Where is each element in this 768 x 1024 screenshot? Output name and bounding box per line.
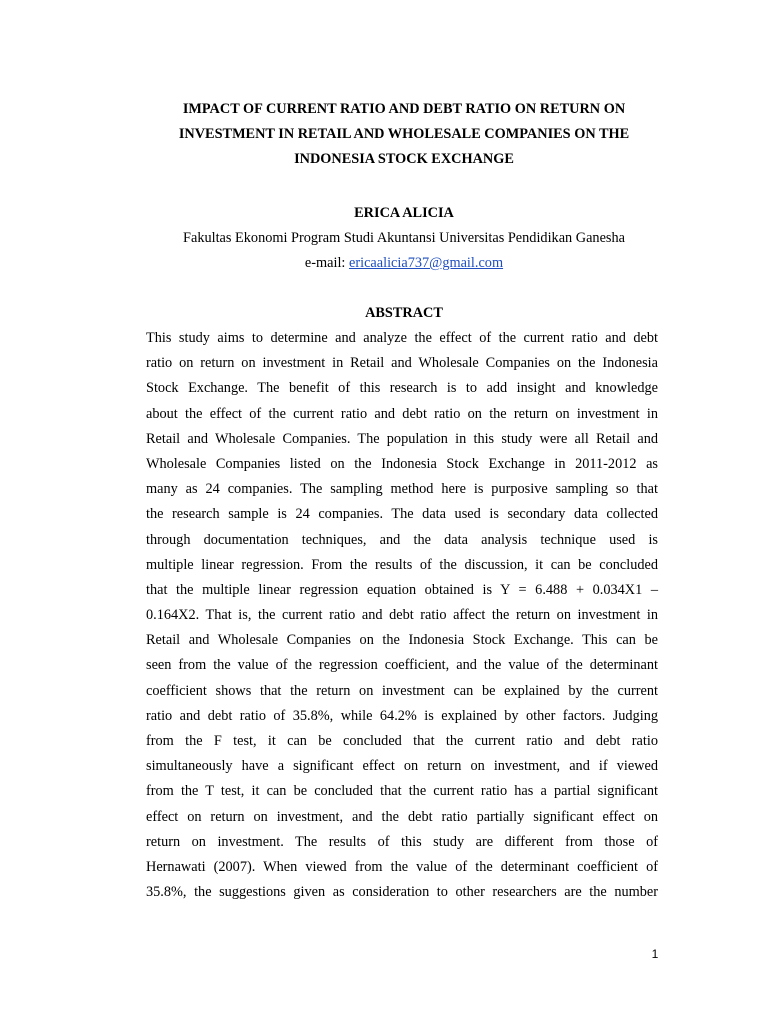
email-link[interactable]: ericaalicia737@gmail.com	[348, 255, 504, 271]
abstract-line: ratio on return on investment in Retail and Wholesale Companies on the Indonesia	[146, 355, 658, 372]
abstract-body	[146, 326, 658, 905]
abstract-line: Retail and Wholesale Companies on the Indonesia Stock Exchange. This can be	[146, 632, 658, 649]
title-line: INVESTMENT IN RETAIL AND WHOLESALE COMPANIES ON THE	[178, 126, 630, 142]
abstract-line: coefficient shows that the return on investment can be explained by the current	[146, 682, 658, 699]
abstract-line: ratio and debt ratio of 35.8%, while 64.2% is explained by other factors. Judging	[146, 707, 658, 724]
page-number: 1	[651, 947, 659, 961]
author-name: ERICA ALICIA	[354, 205, 454, 221]
abstract-line: Wholesale Companies listed on the Indonesia Stock Exchange in 2011-2012 as	[146, 455, 658, 472]
email-label: e-mail:	[304, 255, 346, 271]
abstract-line: multiple linear regression. From the results of the discussion, it can be concluded	[146, 556, 658, 573]
abstract-line: Retail and Wholesale Companies. The population in this study were all Retail and	[146, 430, 658, 447]
abstract-line: 0.164X2. That is, the current ratio and debt ratio affect the return on investment in	[146, 607, 658, 624]
abstract-heading: ABSTRACT	[365, 305, 443, 321]
abstract-line: Hernawati (2007). When viewed from the value of the determinant coefficient of	[146, 858, 658, 875]
abstract-line: return on investment. The results of this study are different from those of	[146, 833, 658, 850]
abstract-line: This study aims to determine and analyze the effect of the current ratio and debt	[146, 330, 658, 346]
abstract-line: that the multiple linear regression equation obtained is Y = 6.488 + 0.034X1 –	[146, 581, 658, 598]
abstract-line: effect on return on investment, and the debt ratio partially significant effect on	[146, 808, 658, 825]
abstract-line: about the effect of the current ratio and debt ratio on the return on investment in	[146, 405, 658, 422]
paper-title	[120, 97, 688, 172]
abstract-line: from the T test, it can be concluded that the current ratio has a partial significant	[146, 783, 658, 800]
email-line	[0, 251, 768, 276]
abstract-line: 35.8%, the suggestions given as consideration to other researchers are the number	[146, 884, 658, 901]
title-line: IMPACT OF CURRENT RATIO AND DEBT RATIO ON RETURN ON	[182, 101, 626, 117]
title-line: INDONESIA STOCK EXCHANGE	[294, 151, 514, 167]
author-affiliation: Fakultas Ekonomi Program Studi Akuntansi Universitas Pendidikan Ganesha	[183, 230, 625, 246]
abstract-line: Stock Exchange. The benefit of this research is to add insight and knowledge	[146, 380, 658, 397]
abstract-line: simultaneously have a significant effect on return on investment, and if viewed	[146, 758, 658, 775]
abstract-line: the research sample is 24 companies. The data used is secondary data collected	[146, 506, 658, 523]
abstract-line: many as 24 companies. The sampling method here is purposive sampling so that	[146, 481, 658, 498]
abstract-line: seen from the value of the regression coefficient, and the value of the determinant	[146, 657, 658, 674]
abstract-line: from the F test, it can be concluded that the current ratio and debt ratio	[146, 733, 658, 749]
abstract-line: through documentation techniques, and the data analysis technique used is	[146, 531, 658, 548]
